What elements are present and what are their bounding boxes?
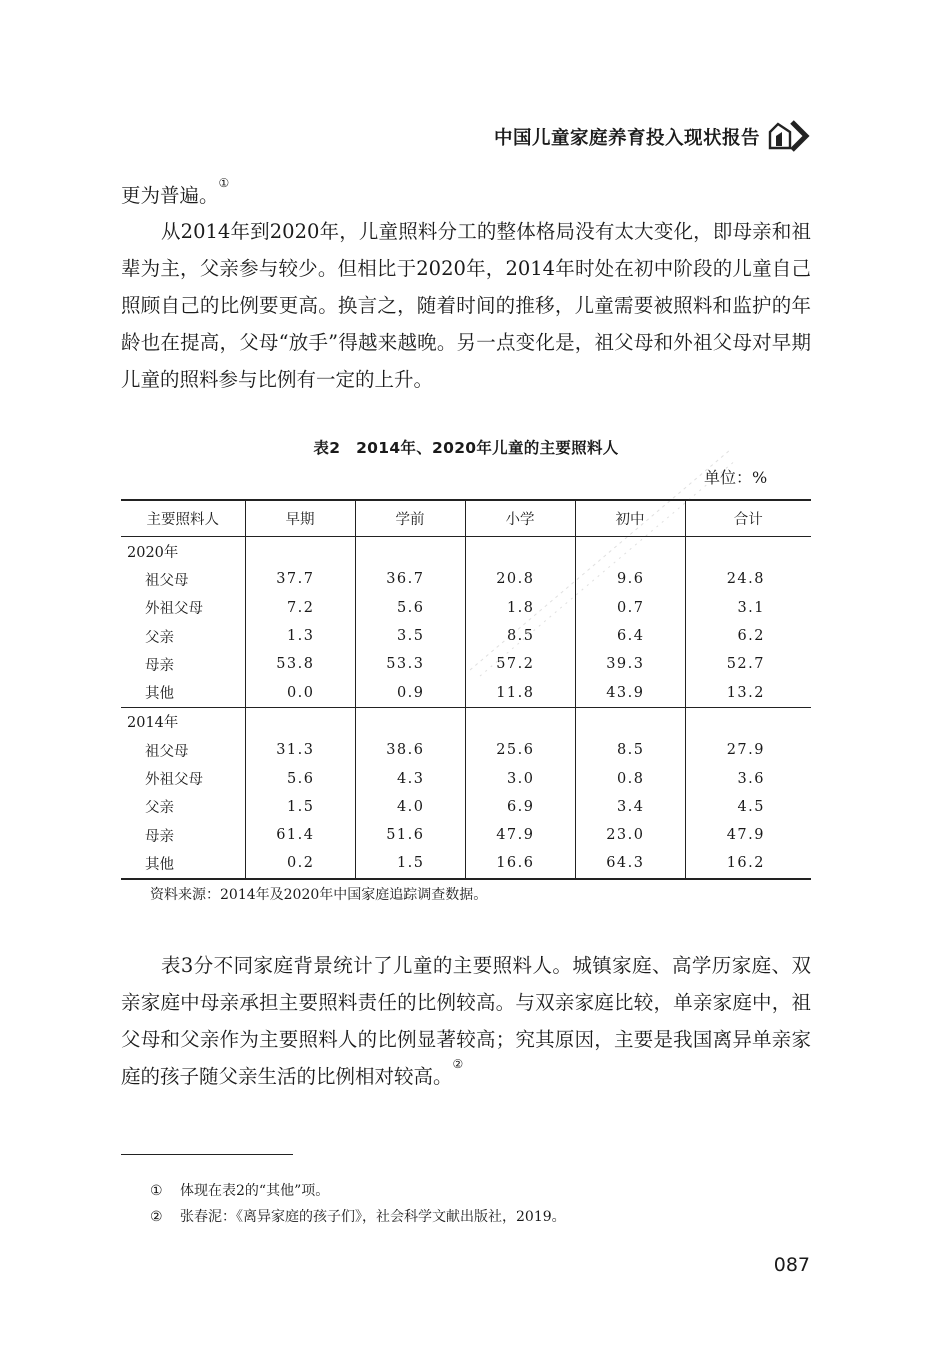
footnote-ref-2[interactable]: ② [452, 1057, 464, 1071]
table-cell: 27.9 [685, 736, 811, 764]
table-cell: 8.5 [575, 736, 685, 764]
table-source-note: 资料来源：2014年及2020年中国家庭追踪调查数据。 [150, 887, 488, 903]
table-row [121, 678, 811, 707]
table-cell: 9.6 [575, 565, 685, 593]
row-label: 母亲 [145, 828, 174, 845]
row-label: 父亲 [145, 800, 174, 817]
table-cell: 51.6 [355, 821, 465, 849]
table-cell: 1.5 [245, 793, 355, 821]
row-label: 外祖父母 [145, 772, 203, 789]
footnote-text: 张春泥：《离异家庭的孩子们》，社会科学文献出版社，2019。 [180, 1209, 566, 1225]
table-row [121, 736, 811, 764]
table-cell: 47.9 [465, 821, 575, 849]
table-cell: 57.2 [465, 650, 575, 678]
year-label: 2014年 [127, 715, 179, 732]
footnote-mark: ② [150, 1209, 163, 1225]
table-cell: 64.3 [575, 849, 685, 878]
book-chevron-icon [768, 118, 814, 154]
table-cell: 31.3 [245, 736, 355, 764]
year-row-2020 [121, 537, 811, 566]
row-label: 祖父母 [145, 743, 189, 760]
page-number: 087 [773, 1254, 810, 1276]
table-cell: 13.2 [685, 678, 811, 707]
table-cell: 25.6 [465, 736, 575, 764]
footnote-divider [121, 1154, 293, 1155]
row-label: 其他 [121, 678, 245, 707]
table-cell: 16.6 [465, 849, 575, 878]
running-header [470, 118, 820, 158]
footnote-text: 体现在表2的“其他”项。 [180, 1183, 330, 1199]
table-header-row [121, 500, 811, 537]
table-cell: 23.0 [575, 821, 685, 849]
table-cell: 36.7 [355, 565, 465, 593]
year-label: 2020年 [127, 544, 179, 561]
row-label: 外祖父母 [145, 601, 203, 618]
table-cell: 6.9 [465, 793, 575, 821]
paragraph-continuation: 更为普遍。① [121, 176, 230, 207]
table-cell: 0.8 [575, 764, 685, 792]
column-header: 早期 [245, 500, 355, 537]
table-unit: 单位：% [704, 468, 768, 487]
table-cell: 3.1 [685, 594, 811, 622]
table-cell: 47.9 [685, 821, 811, 849]
table-cell: 43.9 [575, 678, 685, 707]
table-row [121, 622, 811, 650]
table-cell: 39.3 [575, 650, 685, 678]
table-cell: 0.0 [245, 678, 355, 707]
running-header-title: 中国儿童家庭养育投入现状报告 [493, 128, 760, 149]
table-cell: 7.2 [245, 594, 355, 622]
row-label: 其他 [121, 849, 245, 878]
footnote-ref-1[interactable]: ① [218, 176, 230, 190]
footnote-mark: ① [150, 1183, 163, 1199]
table-cell: 4.5 [685, 793, 811, 821]
table-cell: 53.3 [355, 650, 465, 678]
table-cell: 0.2 [245, 849, 355, 878]
caregiver-table [121, 499, 811, 880]
row-label: 父亲 [145, 629, 174, 646]
table-cell: 38.6 [355, 736, 465, 764]
table-row [121, 565, 811, 593]
row-label: 母亲 [145, 657, 174, 674]
table-cell: 20.8 [465, 565, 575, 593]
table-row [121, 650, 811, 678]
column-header: 初中 [575, 500, 685, 537]
table-cell: 1.5 [355, 849, 465, 878]
table-cell: 24.8 [685, 565, 811, 593]
column-header: 主要照料人 [121, 500, 245, 537]
table-cell: 1.8 [465, 594, 575, 622]
table-caption: 表2 2014年、2020年儿童的主要照料人 [313, 439, 619, 457]
table-cell: 5.6 [355, 594, 465, 622]
table-row [121, 764, 811, 792]
paragraph-family-background: 表3分不同家庭背景统计了儿童的主要照料人。城镇家庭、高学历家庭、双亲家庭中母亲承担主要照料责任的比例较高。与双亲家庭比较，单亲家庭中，祖父母和父亲作为主要照料人的比例显著较高；究其原因，主要是我国离异单亲家庭的孩子随父亲生活的比例相对较高。② [121, 954, 811, 1088]
table-cell: 11.8 [465, 678, 575, 707]
table-cell: 3.5 [355, 622, 465, 650]
row-label: 祖父母 [145, 572, 189, 589]
table-cell: 53.8 [245, 650, 355, 678]
table-cell: 52.7 [685, 650, 811, 678]
table-cell: 6.4 [575, 622, 685, 650]
footnote-2 [150, 1206, 566, 1226]
table-cell: 6.2 [685, 622, 811, 650]
table-row [121, 594, 811, 622]
table-cell: 4.0 [355, 793, 465, 821]
table-cell: 3.4 [575, 793, 685, 821]
table-cell: 3.0 [465, 764, 575, 792]
table-cell: 0.9 [355, 678, 465, 707]
table-cell: 5.6 [245, 764, 355, 792]
table-cell: 0.7 [575, 594, 685, 622]
table-row [121, 849, 811, 878]
table-cell: 61.4 [245, 821, 355, 849]
column-header: 小学 [465, 500, 575, 537]
paragraph-care-trends: 从2014年到2020年，儿童照料分工的整体格局没有太大变化，即母亲和祖辈为主，父亲参与较少。但相比于2020年，2014年时处在初中阶段的儿童自己照顾自己的比例要更高。换言之，随着时间的推移，儿童需要被照料和监护的年龄也在提高，父母“放手”得越来越晚。另一点变化是，祖父母和外祖父母对早期儿童的照料参与比例有一定的上升。 [121, 220, 811, 391]
table-cell: 37.7 [245, 565, 355, 593]
column-header: 学前 [355, 500, 465, 537]
table-cell: 4.3 [355, 764, 465, 792]
table-cell: 8.5 [465, 622, 575, 650]
table-cell: 16.2 [685, 849, 811, 878]
column-header: 合计 [685, 500, 811, 537]
table-row [121, 821, 811, 849]
footnote-1 [150, 1180, 329, 1200]
table-row [121, 793, 811, 821]
table-cell: 3.6 [685, 764, 811, 792]
year-row-2014 [121, 707, 811, 736]
table-cell: 1.3 [245, 622, 355, 650]
